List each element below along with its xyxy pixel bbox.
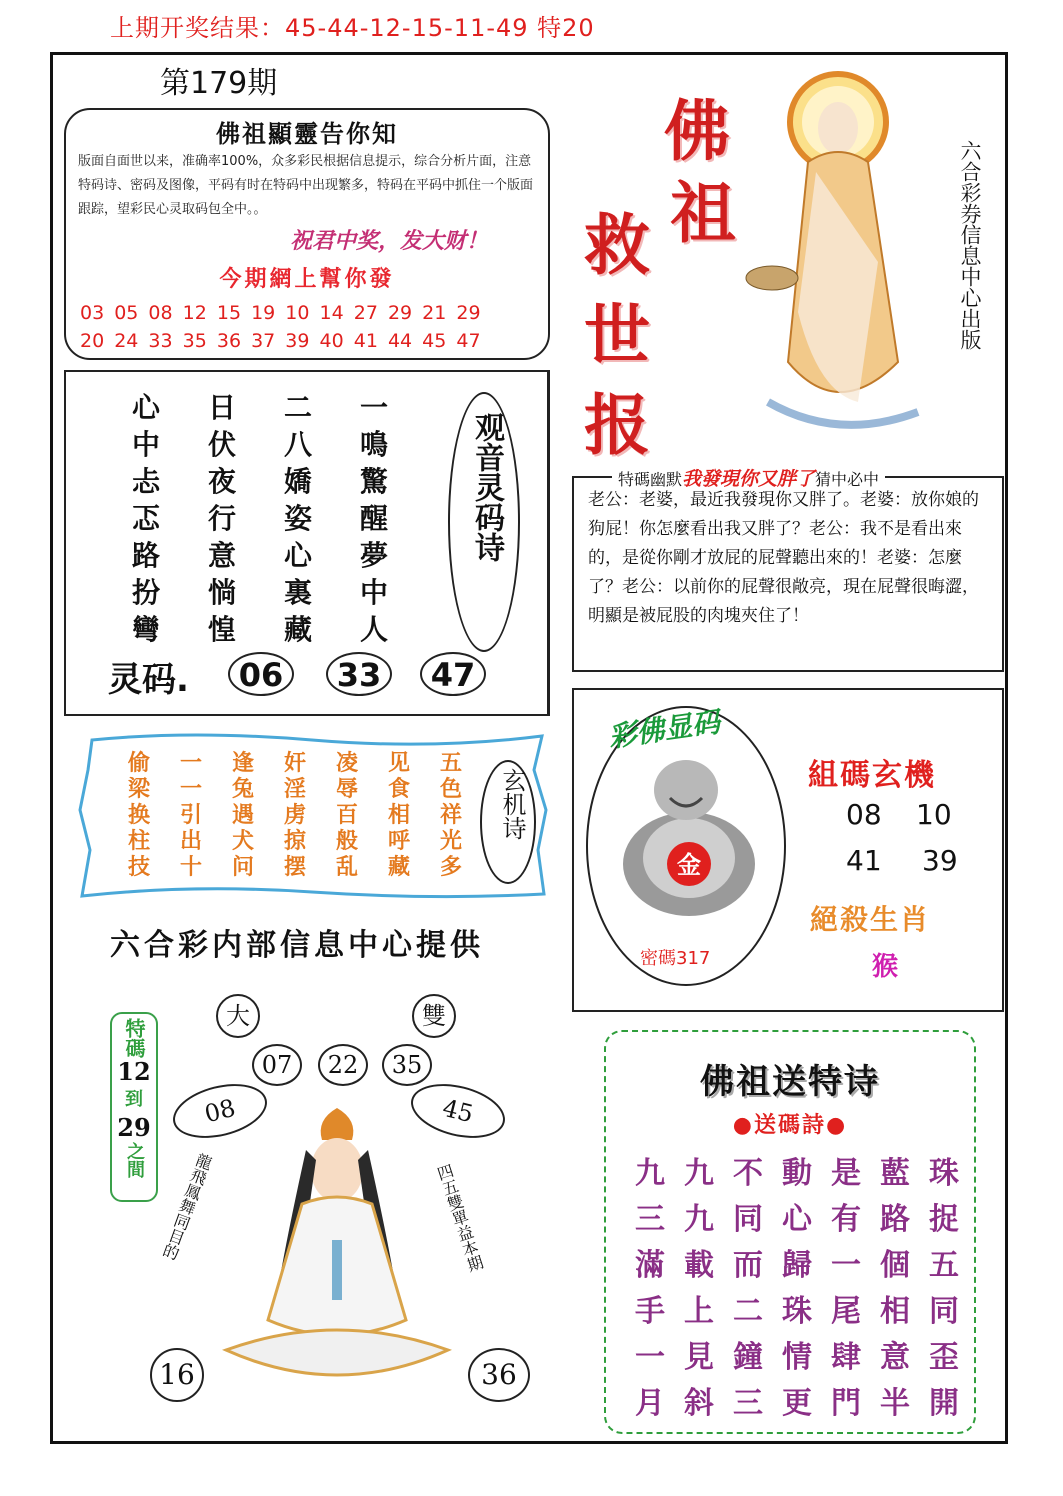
laughing-buddha-image [614,754,764,924]
poem-char: 中 [359,576,388,609]
scroll-char: 兔 [231,777,254,802]
poem-char: 裏 [283,576,312,609]
poem2-char: 心 [782,1202,812,1237]
poem-char: 彎 [131,613,160,646]
guanyin-figure-image [738,62,950,444]
scroll-char: 食 [387,777,410,802]
poem-oval-label: 观音灵码诗 [469,412,504,562]
scroll-char: 出 [179,829,202,854]
title-char-1: 佛 [664,92,730,170]
poem2-char: 斜 [684,1386,714,1421]
poem2-char: 尾 [831,1294,861,1329]
poem2-char: 二 [733,1294,763,1329]
poem2-char: 珠 [782,1294,812,1329]
humor-head-prefix: 特碼幽默 [618,470,683,489]
poem2-title: 佛祖送特诗 [700,1062,880,1102]
lingma-label: 灵码. [108,660,189,700]
bottom-left-number: 16 [150,1348,204,1402]
poem2-char: 滿 [635,1248,665,1283]
scroll-char: 换 [127,803,150,828]
poem2-char: 見 [684,1340,714,1375]
scroll-char: 多 [439,855,462,880]
top-number: 35 [382,1044,432,1086]
poem-char: 意 [207,539,236,572]
poem2-char: 五 [929,1248,959,1283]
poem-char: 夢 [359,539,388,572]
poem2-char: 個 [880,1248,910,1283]
poem-char: 人 [359,613,388,646]
right-note: 四五雙單益本期 [432,1161,486,1275]
scroll-char: 问 [231,855,254,880]
poem-char: 惝 [207,576,236,609]
lingma-number: 33 [326,652,392,696]
poem-char: 驚 [359,465,388,498]
scroll-char: 百 [335,803,358,828]
scroll-char: 藏 [387,855,410,880]
left-note: 龍飛鳳舞同目的 [158,1150,215,1263]
poem2-char: 捉 [929,1202,959,1237]
poem2-char: 同 [929,1294,959,1329]
poem-char: 日 [207,391,236,424]
poem2-char: 路 [880,1202,910,1237]
poem2-char: 肆 [831,1340,861,1375]
scroll-char: 梁 [127,777,150,802]
scroll-char: 见 [387,751,410,776]
top-number: 22 [318,1044,368,1086]
scroll-char: 十 [179,855,202,880]
poem-char: 二 [283,391,312,424]
left-oval-number: 08 [167,1075,272,1147]
scroll-char: 相 [387,803,410,828]
notice-title: 佛祖顯靈告你知 [216,120,398,148]
picks-title: 今期網上幫你發 [219,267,395,292]
kill-value: 猴 [872,952,899,982]
title-char-4: 世 [584,296,650,374]
poem-char: 行 [207,502,236,535]
scroll-label: 玄机诗 [498,768,526,840]
poem-char: 心 [131,391,160,424]
poem2-char: 珠 [929,1156,959,1191]
scroll-char: 淫 [283,777,306,802]
combo-oval-title: 彩佛显码 [606,705,722,754]
scroll-char: 一 [179,777,202,802]
scroll-char: 祥 [439,803,462,828]
poem-char: 扮 [131,576,160,609]
scroll-char: 五 [439,751,462,776]
tema-label: 特碼 [122,1018,146,1058]
poem2-char: 是 [831,1156,861,1191]
scroll-char: 遇 [231,803,254,828]
poem2-char: 意 [880,1340,910,1375]
poem2-char: 一 [831,1248,861,1283]
poem2-char: 三 [733,1386,763,1421]
poem2-char: 相 [880,1294,910,1329]
double-badge: 雙 [412,994,456,1038]
scroll-char: 偷 [127,751,150,776]
poem2-char: 九 [635,1156,665,1191]
poem2-char: 不 [733,1156,763,1191]
big-badge: 大 [216,994,260,1038]
info-line: 六合彩内部信息中心提供 [110,928,484,963]
scroll-char: 呼 [387,829,410,854]
combo-number: 41 [846,844,882,877]
poem2-char: 月 [635,1386,665,1421]
poem2-char: 三 [635,1202,665,1237]
tema-text [114,1018,154,1178]
poem2-char: 九 [684,1202,714,1237]
top-number: 07 [252,1044,302,1086]
poem-char: 嬌 [283,465,312,498]
scroll-char: 摆 [283,855,306,880]
poem-char: 藏 [283,613,312,646]
combo-title: 組碼玄機 [808,758,936,793]
poem-char: 姿 [283,502,312,535]
scroll-char: 逢 [231,751,254,776]
scroll-char: 凌 [335,751,358,776]
scroll-char: 辱 [335,777,358,802]
combo-number: 39 [922,844,958,877]
poem2-char: 有 [831,1202,861,1237]
scroll-char: 光 [439,829,462,854]
poem-char: 醒 [359,502,388,535]
poem-char: 一 [359,391,388,424]
poem2-char: 一 [635,1340,665,1375]
scroll-char: 一 [179,751,202,776]
numbers-row-2: 20 24 33 35 36 37 39 40 41 44 45 47 [80,330,481,352]
scroll-char: 柱 [127,829,150,854]
title-char-2: 祖 [670,174,736,252]
scroll-char: 虏 [283,803,306,828]
seated-guanyin-image [206,1100,468,1400]
poem2-char: 動 [782,1156,812,1191]
numbers-row-1: 03 05 08 12 15 19 10 14 27 29 21 29 [80,302,481,324]
scroll-char: 掠 [283,829,306,854]
publisher: 六合彩券信息中心出版 [958,140,982,350]
poem-char: 伏 [207,428,236,461]
humor-body: 老公：老婆，最近我發現你又胖了。老婆：放你娘的狗屁！你怎麼看出我又胖了？老公：我不是看出來的，是從你剛才放屁的屁聲聽出來的！老婆：怎麼了？老公：以前你的屁聲很敞亮，現在屁聲很晦澀，明顯是被屁股的肉塊夾住了！ [588,490,979,626]
scroll-char: 犬 [231,829,254,854]
poem-char: 忐 [131,465,160,498]
poem-char: 惶 [207,613,236,646]
scroll-char: 引 [179,803,202,828]
poem2-char: 藍 [880,1156,910,1191]
poem2-char: 更 [782,1386,812,1421]
poem2-char: 手 [635,1294,665,1329]
poem2-char: 而 [733,1248,763,1283]
tema-to-word: 到 [125,1089,143,1110]
mima: 密碼317 [640,948,711,969]
combo-number: 10 [916,798,952,831]
scroll-char: 奸 [283,751,306,776]
scroll-char: 色 [439,777,462,802]
bottom-right-number: 36 [468,1348,530,1402]
notice-body: 版面自面世以来，准确率100%，众多彩民根据信息提示，综合分析片面，注意特码诗、密码及图像，平码有时在特码中出现繁多，特码在平码中抓住一个版面跟踪，望彩民心灵取码包全中。。 [78,154,534,217]
poem-char: 路 [131,539,160,572]
right-oval-number: 45 [405,1075,510,1147]
tema-to: 29 [117,1113,151,1142]
issue-number: 第179期 [160,66,278,101]
poem-char: 中 [131,428,160,461]
poem2-char: 上 [684,1294,714,1329]
poem-char: 八 [283,428,312,461]
poem2-char: 歪 [929,1340,959,1375]
poem2-char: 門 [831,1386,861,1421]
poem2-char: 同 [733,1202,763,1237]
humor-head-suffix: 猜中必中 [815,470,880,489]
poem2-char: 情 [782,1340,812,1375]
tema-from: 12 [117,1057,151,1086]
poem-char: 忑 [131,502,160,535]
title-char-5: 报 [584,386,650,464]
poem2-char: 歸 [782,1248,812,1283]
poem2-char: 開 [929,1386,959,1421]
poem2-char: 半 [880,1386,910,1421]
lingma-number: 47 [420,652,486,696]
poem2-char: 鐘 [733,1340,763,1375]
gold-badge: 金 [677,851,701,879]
kill-title: 絕殺生肖 [810,903,931,936]
poem-char: 心 [283,539,312,572]
humor-head-highlight: 我發現你又胖了 [682,468,816,490]
title-char-3: 救 [584,206,650,284]
last-result: 上期开奖结果：45-44-12-15-11-49 特20 [110,14,595,42]
combo-number: 08 [846,798,882,831]
slogan: 祝君中奖，发大财！ [290,229,489,254]
poem2-subtitle: ●送碼詩● [732,1113,848,1138]
poem2-char: 九 [684,1156,714,1191]
poem2-char: 載 [684,1248,714,1283]
tema-suffix: 之間 [124,1142,145,1178]
poem-char: 夜 [207,465,236,498]
scroll-char: 般 [335,829,358,854]
scroll-char: 乱 [335,855,358,880]
lingma-number: 06 [228,652,294,696]
poem-char: 鳴 [359,428,388,461]
scroll-char: 技 [127,855,150,880]
